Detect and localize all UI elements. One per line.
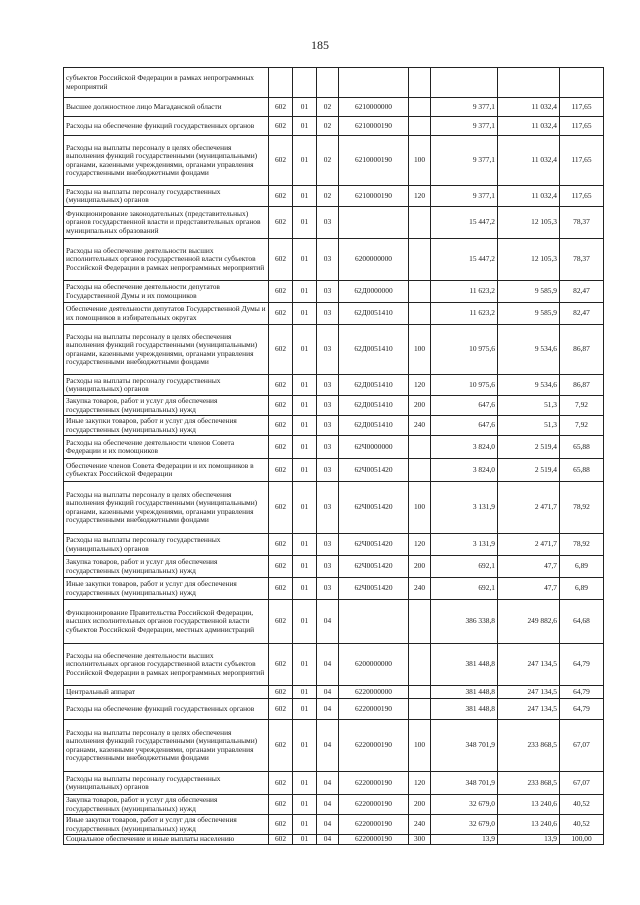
table-row (64, 281, 604, 303)
section-code-cell: 01 (293, 720, 317, 772)
executed-amount-cell: 47,7 (498, 578, 560, 600)
executed-amount-cell: 9 585,9 (498, 281, 560, 303)
target-article-cell: 62Ч0051420 (339, 556, 409, 578)
executed-amount-cell: 233 868,5 (498, 772, 560, 795)
ministry-code-cell: 602 (269, 281, 293, 303)
executed-amount-cell: 11 032,4 (498, 117, 560, 136)
ministry-code-cell: 602 (269, 720, 293, 772)
ministry-code-cell: 602 (269, 600, 293, 644)
table-row (64, 98, 604, 117)
item-name-cell: Расходы на выплаты персоналу государственных (муниципальных) органов (64, 534, 269, 556)
ministry-code-cell: 602 (269, 578, 293, 600)
expense-type-cell: 100 (409, 720, 431, 772)
expense-type-cell (409, 600, 431, 644)
subsection-code-cell: 03 (317, 396, 339, 416)
table-row (64, 416, 604, 436)
execution-percent-cell: 64,79 (560, 699, 604, 720)
target-article-cell: 6220000190 (339, 720, 409, 772)
executed-amount-cell: 12 105,3 (498, 239, 560, 281)
execution-percent-cell: 40,52 (560, 815, 604, 835)
subsection-code-cell: 04 (317, 772, 339, 795)
item-name-cell: субъектов Российской Федерации в рамках непрограммных мероприятий (64, 68, 269, 98)
expense-type-cell (409, 117, 431, 136)
executed-amount-cell: 9 534,6 (498, 375, 560, 396)
ministry-code-cell: 602 (269, 556, 293, 578)
execution-percent-cell: 82,47 (560, 281, 604, 303)
item-name-cell: Расходы на выплаты персоналу государственных (муниципальных) органов (64, 186, 269, 207)
expense-type-cell: 100 (409, 482, 431, 534)
table-row (64, 835, 604, 845)
expense-type-cell (409, 98, 431, 117)
subsection-code-cell: 04 (317, 835, 339, 845)
expense-type-cell: 120 (409, 375, 431, 396)
section-code-cell: 01 (293, 396, 317, 416)
item-name-cell: Расходы на обеспечение функций государственных органов (64, 699, 269, 720)
ministry-code-cell: 602 (269, 795, 293, 815)
ministry-code-cell: 602 (269, 459, 293, 482)
table-row (64, 772, 604, 795)
section-code-cell: 01 (293, 239, 317, 281)
execution-percent-cell: 117,65 (560, 98, 604, 117)
executed-amount-cell: 2 519,4 (498, 459, 560, 482)
target-article-cell (339, 207, 409, 239)
planned-amount-cell: 11 623,2 (431, 303, 498, 325)
execution-percent-cell (560, 68, 604, 98)
section-code-cell: 01 (293, 835, 317, 845)
planned-amount-cell: 381 448,8 (431, 644, 498, 686)
execution-percent-cell: 100,00 (560, 835, 604, 845)
subsection-code-cell: 04 (317, 686, 339, 699)
section-code-cell: 01 (293, 578, 317, 600)
expense-type-cell (409, 699, 431, 720)
executed-amount-cell: 9 585,9 (498, 303, 560, 325)
subsection-code-cell: 03 (317, 239, 339, 281)
executed-amount-cell: 11 032,4 (498, 98, 560, 117)
expense-type-cell: 200 (409, 795, 431, 815)
ministry-code-cell: 602 (269, 303, 293, 325)
expense-type-cell: 240 (409, 578, 431, 600)
subsection-code-cell: 03 (317, 325, 339, 375)
expense-type-cell: 120 (409, 772, 431, 795)
table-body (64, 68, 604, 845)
planned-amount-cell: 348 701,9 (431, 772, 498, 795)
target-article-cell: 6210000190 (339, 136, 409, 186)
item-name-cell: Функционирование Правительства Российской Федерации, высших исполнительных органов государственной власти субъектов Российской Федерации, местных администраций (64, 600, 269, 644)
subsection-code-cell: 02 (317, 98, 339, 117)
target-article-cell: 6220000000 (339, 686, 409, 699)
item-name-cell: Закупка товаров, работ и услуг для обеспечения государственных (муниципальных) нужд (64, 795, 269, 815)
executed-amount-cell: 11 032,4 (498, 136, 560, 186)
subsection-code-cell: 03 (317, 459, 339, 482)
planned-amount-cell: 9 377,1 (431, 117, 498, 136)
executed-amount-cell: 13 240,6 (498, 815, 560, 835)
planned-amount-cell: 647,6 (431, 396, 498, 416)
planned-amount-cell: 32 679,0 (431, 815, 498, 835)
planned-amount-cell: 348 701,9 (431, 720, 498, 772)
executed-amount-cell: 47,7 (498, 556, 560, 578)
ministry-code-cell: 602 (269, 416, 293, 436)
item-name-cell: Расходы на выплаты персоналу в целях обеспечения выполнения функций государственными (муниципальными) органами, казенными учреждениями, органами управления государственными внебюджетными фондами (64, 720, 269, 772)
planned-amount-cell: 386 338,8 (431, 600, 498, 644)
target-article-cell: 6220000190 (339, 795, 409, 815)
ministry-code-cell: 602 (269, 207, 293, 239)
target-article-cell: 62Ч0051420 (339, 482, 409, 534)
executed-amount-cell: 249 882,6 (498, 600, 560, 644)
expense-type-cell (409, 459, 431, 482)
execution-percent-cell: 78,37 (560, 239, 604, 281)
table-row (64, 186, 604, 207)
target-article-cell: 62Д0051410 (339, 325, 409, 375)
item-name-cell: Расходы на обеспечение деятельности высших исполнительных органов государственной власти субъектов Российской Федерации в рамках непрограммных мероприятий (64, 644, 269, 686)
section-code-cell: 01 (293, 375, 317, 396)
subsection-code-cell: 03 (317, 534, 339, 556)
section-code-cell: 01 (293, 556, 317, 578)
planned-amount-cell: 9 377,1 (431, 186, 498, 207)
item-name-cell: Обеспечение деятельности депутатов Государственной Думы и их помощников в избирательных округах (64, 303, 269, 325)
page-number: 185 (311, 38, 329, 52)
subsection-code-cell: 03 (317, 375, 339, 396)
table-row (64, 459, 604, 482)
item-name-cell: Центральный аппарат (64, 686, 269, 699)
planned-amount-cell: 15 447,2 (431, 207, 498, 239)
execution-percent-cell: 65,88 (560, 436, 604, 459)
planned-amount-cell: 9 377,1 (431, 136, 498, 186)
target-article-cell: 6220000190 (339, 835, 409, 845)
item-name-cell: Иные закупки товаров, работ и услуг для обеспечения государственных (муниципальных) нужд (64, 815, 269, 835)
executed-amount-cell: 9 534,6 (498, 325, 560, 375)
target-article-cell: 6200000000 (339, 239, 409, 281)
planned-amount-cell: 32 679,0 (431, 795, 498, 815)
section-code-cell: 01 (293, 436, 317, 459)
section-code-cell: 01 (293, 815, 317, 835)
item-name-cell: Закупка товаров, работ и услуг для обеспечения государственных (муниципальных) нужд (64, 556, 269, 578)
executed-amount-cell: 51,3 (498, 396, 560, 416)
table-row (64, 239, 604, 281)
table-row (64, 117, 604, 136)
planned-amount-cell (431, 68, 498, 98)
ministry-code-cell: 602 (269, 534, 293, 556)
item-name-cell: Расходы на выплаты персоналу в целях обеспечения выполнения функций государственными (муниципальными) органами, казенными учреждениями, органами управления государственными внебюджетными фондами (64, 482, 269, 534)
execution-percent-cell: 67,07 (560, 720, 604, 772)
subsection-code-cell: 04 (317, 600, 339, 644)
expense-type-cell: 240 (409, 416, 431, 436)
target-article-cell: 62Д0051410 (339, 303, 409, 325)
execution-percent-cell: 64,79 (560, 686, 604, 699)
target-article-cell (339, 600, 409, 644)
item-name-cell: Функционирование законодательных (представительных) органов государственной власти и представительных органов муниципальных образований (64, 207, 269, 239)
subsection-code-cell (317, 68, 339, 98)
executed-amount-cell: 13,9 (498, 835, 560, 845)
executed-amount-cell: 247 134,5 (498, 644, 560, 686)
target-article-cell: 62Ч0051420 (339, 578, 409, 600)
item-name-cell: Расходы на обеспечение деятельности депутатов Государственной Думы и их помощников (64, 281, 269, 303)
planned-amount-cell: 3 824,0 (431, 436, 498, 459)
ministry-code-cell: 602 (269, 835, 293, 845)
section-code-cell: 01 (293, 117, 317, 136)
subsection-code-cell: 04 (317, 815, 339, 835)
target-article-cell: 62Д0051410 (339, 416, 409, 436)
section-code-cell: 01 (293, 281, 317, 303)
table-row (64, 644, 604, 686)
subsection-code-cell: 03 (317, 482, 339, 534)
table-row (64, 578, 604, 600)
ministry-code-cell (269, 68, 293, 98)
section-code-cell: 01 (293, 459, 317, 482)
executed-amount-cell: 233 868,5 (498, 720, 560, 772)
execution-percent-cell: 117,65 (560, 186, 604, 207)
planned-amount-cell: 3 131,9 (431, 534, 498, 556)
planned-amount-cell: 15 447,2 (431, 239, 498, 281)
section-code-cell: 01 (293, 303, 317, 325)
subsection-code-cell: 02 (317, 136, 339, 186)
execution-percent-cell: 7,92 (560, 396, 604, 416)
subsection-code-cell: 02 (317, 117, 339, 136)
expense-type-cell (409, 644, 431, 686)
section-code-cell: 01 (293, 644, 317, 686)
section-code-cell (293, 68, 317, 98)
expense-type-cell: 120 (409, 534, 431, 556)
subsection-code-cell: 04 (317, 795, 339, 815)
expense-type-cell (409, 686, 431, 699)
section-code-cell: 01 (293, 795, 317, 815)
target-article-cell: 62Ч0051420 (339, 459, 409, 482)
execution-percent-cell: 67,07 (560, 772, 604, 795)
section-code-cell: 01 (293, 600, 317, 644)
expense-type-cell: 100 (409, 136, 431, 186)
table-row (64, 699, 604, 720)
subsection-code-cell: 03 (317, 556, 339, 578)
table-row (64, 207, 604, 239)
target-article-cell: 62Д0051410 (339, 396, 409, 416)
subsection-code-cell: 03 (317, 207, 339, 239)
planned-amount-cell: 9 377,1 (431, 98, 498, 117)
planned-amount-cell: 10 975,6 (431, 325, 498, 375)
executed-amount-cell (498, 68, 560, 98)
ministry-code-cell: 602 (269, 325, 293, 375)
execution-percent-cell: 82,47 (560, 303, 604, 325)
item-name-cell: Обеспечение членов Совета Федерации и их помощников в субъектах Российской Федерации (64, 459, 269, 482)
section-code-cell: 01 (293, 482, 317, 534)
executed-amount-cell: 2 471,7 (498, 482, 560, 534)
execution-percent-cell: 78,92 (560, 534, 604, 556)
section-code-cell: 01 (293, 207, 317, 239)
table-row (64, 68, 604, 98)
expense-type-cell (409, 281, 431, 303)
executed-amount-cell: 247 134,5 (498, 699, 560, 720)
executed-amount-cell: 13 240,6 (498, 795, 560, 815)
execution-percent-cell: 78,37 (560, 207, 604, 239)
table-row (64, 303, 604, 325)
section-code-cell: 01 (293, 534, 317, 556)
subsection-code-cell: 03 (317, 281, 339, 303)
execution-percent-cell: 40,52 (560, 795, 604, 815)
ministry-code-cell: 602 (269, 644, 293, 686)
ministry-code-cell: 602 (269, 98, 293, 117)
section-code-cell: 01 (293, 772, 317, 795)
executed-amount-cell: 11 032,4 (498, 186, 560, 207)
executed-amount-cell: 51,3 (498, 416, 560, 436)
subsection-code-cell: 03 (317, 436, 339, 459)
expense-type-cell: 300 (409, 835, 431, 845)
execution-percent-cell: 86,87 (560, 375, 604, 396)
execution-percent-cell: 6,89 (560, 556, 604, 578)
item-name-cell: Иные закупки товаров, работ и услуг для обеспечения государственных (муниципальных) нужд (64, 578, 269, 600)
execution-percent-cell: 64,79 (560, 644, 604, 686)
execution-percent-cell: 64,68 (560, 600, 604, 644)
section-code-cell: 01 (293, 136, 317, 186)
target-article-cell: 62Д0051410 (339, 375, 409, 396)
table-row (64, 396, 604, 416)
expense-type-cell (409, 436, 431, 459)
section-code-cell: 01 (293, 416, 317, 436)
planned-amount-cell: 647,6 (431, 416, 498, 436)
item-name-cell: Расходы на обеспечение деятельности членов Совета Федерации и их помощников (64, 436, 269, 459)
execution-percent-cell: 78,92 (560, 482, 604, 534)
planned-amount-cell: 3 131,9 (431, 482, 498, 534)
section-code-cell: 01 (293, 699, 317, 720)
table-row (64, 325, 604, 375)
item-name-cell: Расходы на выплаты персоналу в целях обеспечения выполнения функций государственными (муниципальными) органами, казенными учреждениями, органами управления государственными внебюджетными фондами (64, 325, 269, 375)
execution-percent-cell: 117,65 (560, 117, 604, 136)
ministry-code-cell: 602 (269, 396, 293, 416)
table-row (64, 795, 604, 815)
ministry-code-cell: 602 (269, 815, 293, 835)
table-row (64, 375, 604, 396)
execution-percent-cell: 117,65 (560, 136, 604, 186)
ministry-code-cell: 602 (269, 375, 293, 396)
executed-amount-cell: 2 471,7 (498, 534, 560, 556)
executed-amount-cell: 12 105,3 (498, 207, 560, 239)
target-article-cell: 62Ч0051420 (339, 534, 409, 556)
section-code-cell: 01 (293, 686, 317, 699)
expense-type-cell: 200 (409, 396, 431, 416)
ministry-code-cell: 602 (269, 436, 293, 459)
target-article-cell: 6200000000 (339, 644, 409, 686)
section-code-cell: 01 (293, 186, 317, 207)
table-row (64, 136, 604, 186)
planned-amount-cell: 381 448,8 (431, 699, 498, 720)
subsection-code-cell: 04 (317, 699, 339, 720)
planned-amount-cell: 692,1 (431, 578, 498, 600)
item-name-cell: Высшее должностное лицо Магаданской области (64, 98, 269, 117)
subsection-code-cell: 02 (317, 186, 339, 207)
execution-percent-cell: 65,88 (560, 459, 604, 482)
item-name-cell: Социальное обеспечение и иные выплаты населению (64, 835, 269, 845)
executed-amount-cell: 2 519,4 (498, 436, 560, 459)
expense-type-cell: 200 (409, 556, 431, 578)
ministry-code-cell: 602 (269, 186, 293, 207)
table-row (64, 436, 604, 459)
planned-amount-cell: 11 623,2 (431, 281, 498, 303)
expense-type-cell: 120 (409, 186, 431, 207)
item-name-cell: Расходы на выплаты персоналу государственных (муниципальных) органов (64, 375, 269, 396)
subsection-code-cell: 04 (317, 644, 339, 686)
table-row (64, 815, 604, 835)
planned-amount-cell: 381 448,8 (431, 686, 498, 699)
planned-amount-cell: 692,1 (431, 556, 498, 578)
subsection-code-cell: 03 (317, 578, 339, 600)
subsection-code-cell: 03 (317, 416, 339, 436)
executed-amount-cell: 247 134,5 (498, 686, 560, 699)
expense-type-cell: 100 (409, 325, 431, 375)
target-article-cell: 6220000190 (339, 699, 409, 720)
target-article-cell: 6210000190 (339, 117, 409, 136)
planned-amount-cell: 10 975,6 (431, 375, 498, 396)
budget-table (63, 67, 604, 845)
execution-percent-cell: 6,89 (560, 578, 604, 600)
target-article-cell (339, 68, 409, 98)
target-article-cell: 62Д0000000 (339, 281, 409, 303)
target-article-cell: 6220000190 (339, 815, 409, 835)
item-name-cell: Расходы на обеспечение деятельности высших исполнительных органов государственной власти субъектов Российской Федерации в рамках непрограммных мероприятий (64, 239, 269, 281)
subsection-code-cell: 04 (317, 720, 339, 772)
target-article-cell: 62Ч0000000 (339, 436, 409, 459)
target-article-cell: 6220000190 (339, 772, 409, 795)
subsection-code-cell: 03 (317, 303, 339, 325)
table-row (64, 482, 604, 534)
expense-type-cell (409, 68, 431, 98)
ministry-code-cell: 602 (269, 117, 293, 136)
item-name-cell: Расходы на выплаты персоналу государственных (муниципальных) органов (64, 772, 269, 795)
item-name-cell: Закупка товаров, работ и услуг для обеспечения государственных (муниципальных) нужд (64, 396, 269, 416)
table-row (64, 686, 604, 699)
planned-amount-cell: 3 824,0 (431, 459, 498, 482)
execution-percent-cell: 86,87 (560, 325, 604, 375)
item-name-cell: Иные закупки товаров, работ и услуг для обеспечения государственных (муниципальных) нужд (64, 416, 269, 436)
table-row (64, 720, 604, 772)
expense-type-cell (409, 303, 431, 325)
section-code-cell: 01 (293, 325, 317, 375)
ministry-code-cell: 602 (269, 699, 293, 720)
ministry-code-cell: 602 (269, 482, 293, 534)
target-article-cell: 6210000000 (339, 98, 409, 117)
table-row (64, 556, 604, 578)
ministry-code-cell: 602 (269, 136, 293, 186)
execution-percent-cell: 7,92 (560, 416, 604, 436)
ministry-code-cell: 602 (269, 686, 293, 699)
target-article-cell: 6210000190 (339, 186, 409, 207)
ministry-code-cell: 602 (269, 772, 293, 795)
table-row (64, 534, 604, 556)
expense-type-cell (409, 207, 431, 239)
planned-amount-cell: 13,9 (431, 835, 498, 845)
table-row (64, 600, 604, 644)
item-name-cell: Расходы на выплаты персоналу в целях обеспечения выполнения функций государственными (муниципальными) органами, казенными учреждениями, органами управления государственными внебюджетными фондами (64, 136, 269, 186)
expense-type-cell (409, 239, 431, 281)
expense-type-cell: 240 (409, 815, 431, 835)
section-code-cell: 01 (293, 98, 317, 117)
item-name-cell: Расходы на обеспечение функций государственных органов (64, 117, 269, 136)
ministry-code-cell: 602 (269, 239, 293, 281)
